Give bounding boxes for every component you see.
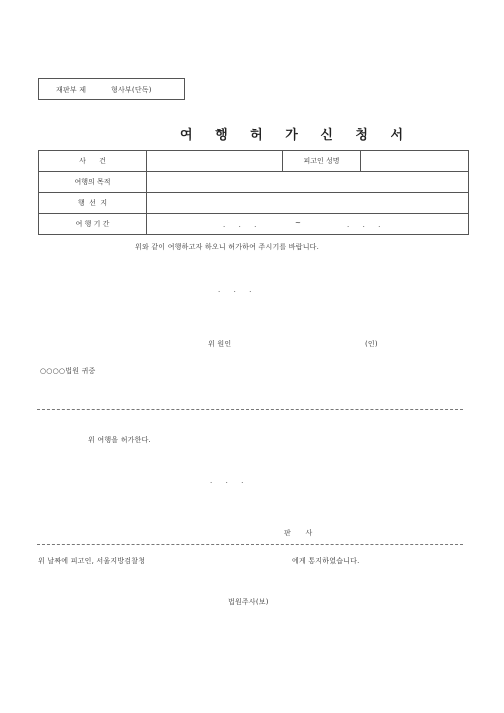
period-label: 여 행 기 간 [39,214,147,235]
notice-text: 위 날짜에 피고인, 서울지방검찰청 [38,557,146,565]
destination-row [39,193,469,214]
clerk-label: 법원주사(보) [228,598,269,606]
request-text: 위와 같이 여행하고자 하오니 허가하여 주시기를 바랍니다. [135,243,320,251]
case-row [39,151,469,172]
defendant-name-label: 피고인 성명 [283,151,361,172]
court-division-box [38,78,185,100]
period-value [147,214,469,235]
period-row [39,214,469,235]
purpose-row [39,172,469,193]
destination-label: 행 선 지 [39,193,147,214]
destination-value [147,193,469,214]
approval-date: . . . [210,477,244,485]
purpose-label: 여행의 목적 [39,172,147,193]
case-value [147,151,283,172]
applicant-label: 위 원인 [208,340,232,348]
notice-suffix: 에게 통지하였습니다. [292,557,360,565]
judge-label: 판 사 [284,529,313,537]
purpose-value [147,172,469,193]
division-label: 형사부(단독) [111,86,152,94]
application-table [38,150,469,235]
case-label: 사 건 [39,151,147,172]
period-end-dots: . . . [347,221,381,229]
seal-mark: (인) [365,340,378,348]
addressee: ○○○○법원 귀중 [40,367,96,375]
court-label: 재판부 제 [56,86,87,94]
period-separator: ~ [295,219,302,227]
application-date: . . . [218,286,252,294]
period-start-dots: . . . [223,221,257,229]
approval-text: 위 여행을 허가한다. [88,436,151,444]
dashed-divider-2 [37,544,463,545]
dashed-divider-1 [37,409,463,410]
defendant-name-value [361,151,469,172]
document-title: 여 행 허 가 신 청 서 [180,128,413,143]
